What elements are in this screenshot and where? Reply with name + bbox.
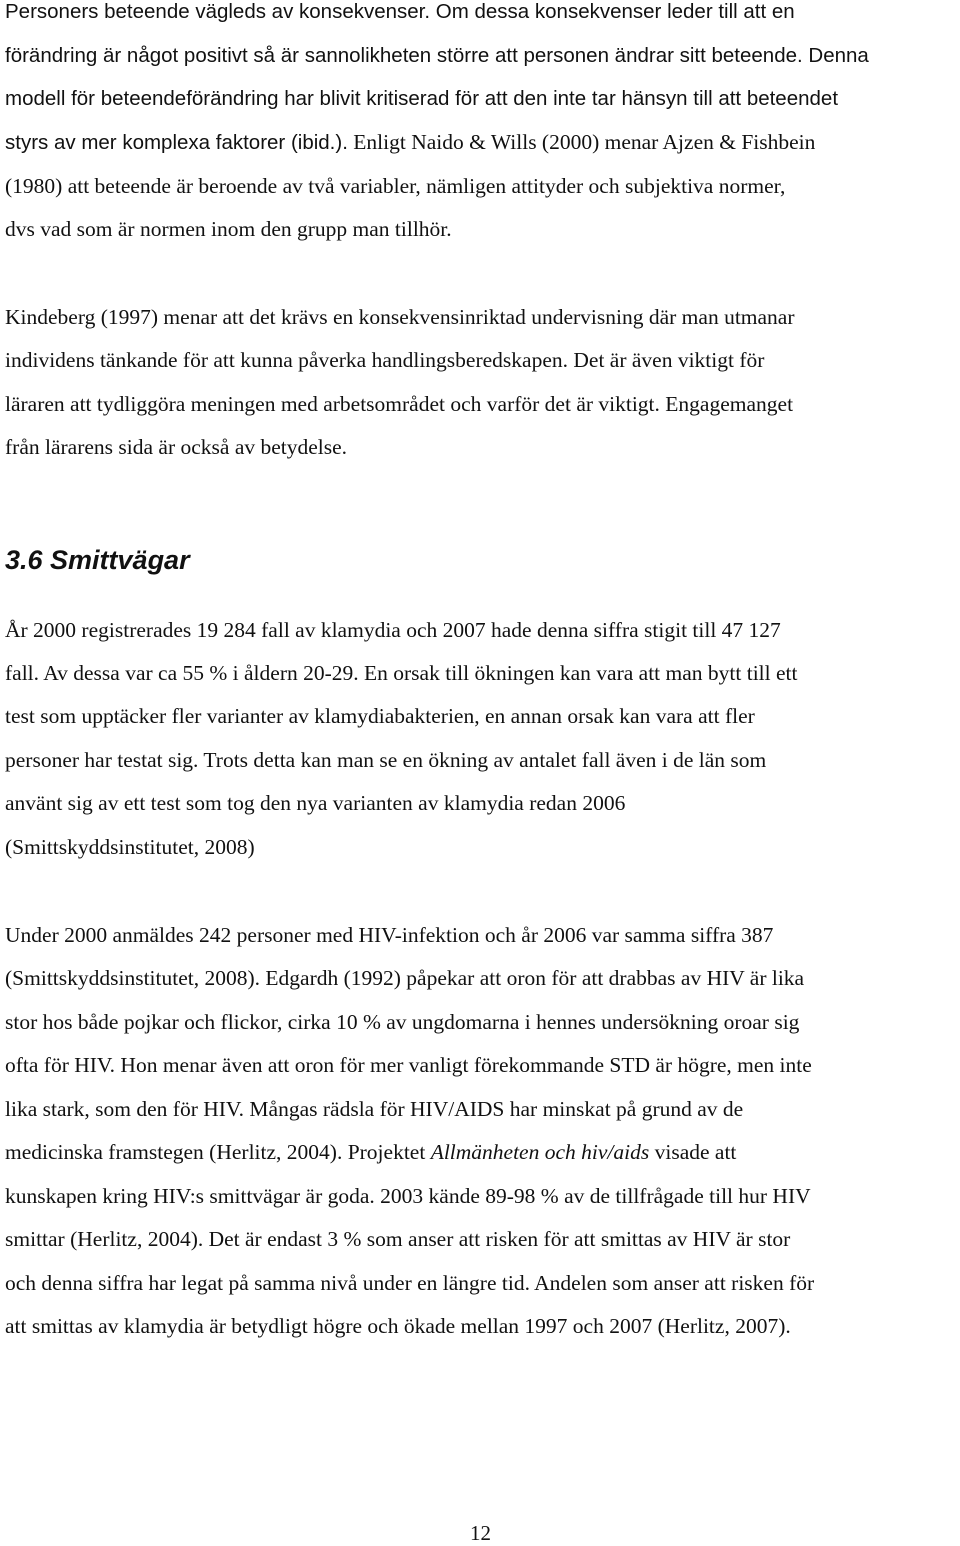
paragraph-2-line: läraren att tydliggöra meningen med arbetsområdet och varför det är viktigt. Engagemanget xyxy=(5,392,794,416)
paragraph-3-line: År 2000 registrerades 19 284 fall av klamydia och 2007 hade denna siffra stigit till 47 127 xyxy=(5,618,781,642)
paragraph-4-line: lika stark, som den för HIV. Mångas rädsla för HIV/AIDS har minskat på grund av de xyxy=(5,1097,744,1121)
paragraph-2-line: Kindeberg (1997) menar att det krävs en konsekvensinriktad undervisning där man utmanar xyxy=(5,305,795,329)
paragraph-1-line: Personers beteende vägleds av konsekvenser. Om dessa konsekvenser leder till att en xyxy=(5,0,795,23)
paragraph-1-line xyxy=(5,132,815,154)
paragraph-3-line: fall. Av dessa var ca 55 % i åldern 20-29. En orsak till ökningen kan vara att man bytt till ett xyxy=(5,661,798,685)
paragraph-1-line: modell för beteendeförändring har blivit kritiserad för att den inte tar hänsyn till att beteendet xyxy=(5,87,839,110)
paragraph-4-segment: medicinska framstegen (Herlitz, 2004). Projektet xyxy=(5,1140,431,1164)
paragraph-3-line: personer har testat sig. Trots detta kan man se en ökning av antalet fall även i de län som xyxy=(5,748,767,772)
paragraph-4-line: att smittas av klamydia är betydligt högre och ökade mellan 1997 och 2007 (Herlitz, 2007). xyxy=(5,1314,791,1338)
paragraph-4-line xyxy=(5,1142,736,1164)
paragraph-3-line: använt sig av ett test som tog den nya varianten av klamydia redan 2006 xyxy=(5,791,626,815)
project-title: Allmänheten och hiv/aids xyxy=(430,1140,650,1164)
paragraph-4-line: kunskapen kring HIV:s smittvägar är goda. 2003 kände 89-98 % av de tillfrågade till hur HIV xyxy=(5,1184,811,1208)
paragraph-1-line: dvs vad som är normen inom den grupp man tillhör. xyxy=(5,217,452,241)
paragraph-4-segment: visade att xyxy=(649,1140,737,1164)
paragraph-1-segment: styrs av mer komplexa faktorer (ibid.). xyxy=(5,131,348,154)
paragraph-4-line: smittar (Herlitz, 2004). Det är endast 3 % som anser att risken för att smittas av HIV är stor xyxy=(5,1227,791,1251)
paragraph-2-line: individens tänkande för att kunna påverka handlingsberedskapen. Det är även viktigt för xyxy=(5,348,765,372)
paragraph-4-line: ofta för HIV. Hon menar även att oron för mer vanligt förekommande STD är högre, men inte xyxy=(5,1053,812,1077)
section-heading: 3.6 Smittvägar xyxy=(5,545,190,575)
paragraph-1-line: förändring är något positivt så är sannolikheten större att personen ändrar sitt beteende. Denna xyxy=(5,44,869,67)
paragraph-4-line: Under 2000 anmäldes 242 personer med HIV-infektion och år 2006 var samma siffra 387 xyxy=(5,923,774,947)
page-number: 12 xyxy=(470,1521,491,1545)
paragraph-4-line: stor hos både pojkar och flickor, cirka 10 % av ungdomarna i hennes undersökning oroar sig xyxy=(5,1010,800,1034)
paragraph-1-segment: Enligt Naido & Wills (2000) menar Ajzen & Fishbein xyxy=(347,130,816,154)
paragraph-3-line: (Smittskyddsinstitutet, 2008) xyxy=(5,835,255,859)
paragraph-2-line: från lärarens sida är också av betydelse. xyxy=(5,435,348,459)
paragraph-4-line: (Smittskyddsinstitutet, 2008). Edgardh (1992) påpekar att oron för att drabbas av HIV är lika xyxy=(5,966,805,990)
paragraph-1-line: (1980) att beteende är beroende av två variabler, nämligen attityder och subjektiva normer, xyxy=(5,174,786,198)
paragraph-4-line: och denna siffra har legat på samma nivå under en längre tid. Andelen som anser att risken för xyxy=(5,1271,815,1295)
paragraph-3-line: test som upptäcker fler varianter av klamydiabakterien, en annan orsak kan vara att fler xyxy=(5,704,755,728)
